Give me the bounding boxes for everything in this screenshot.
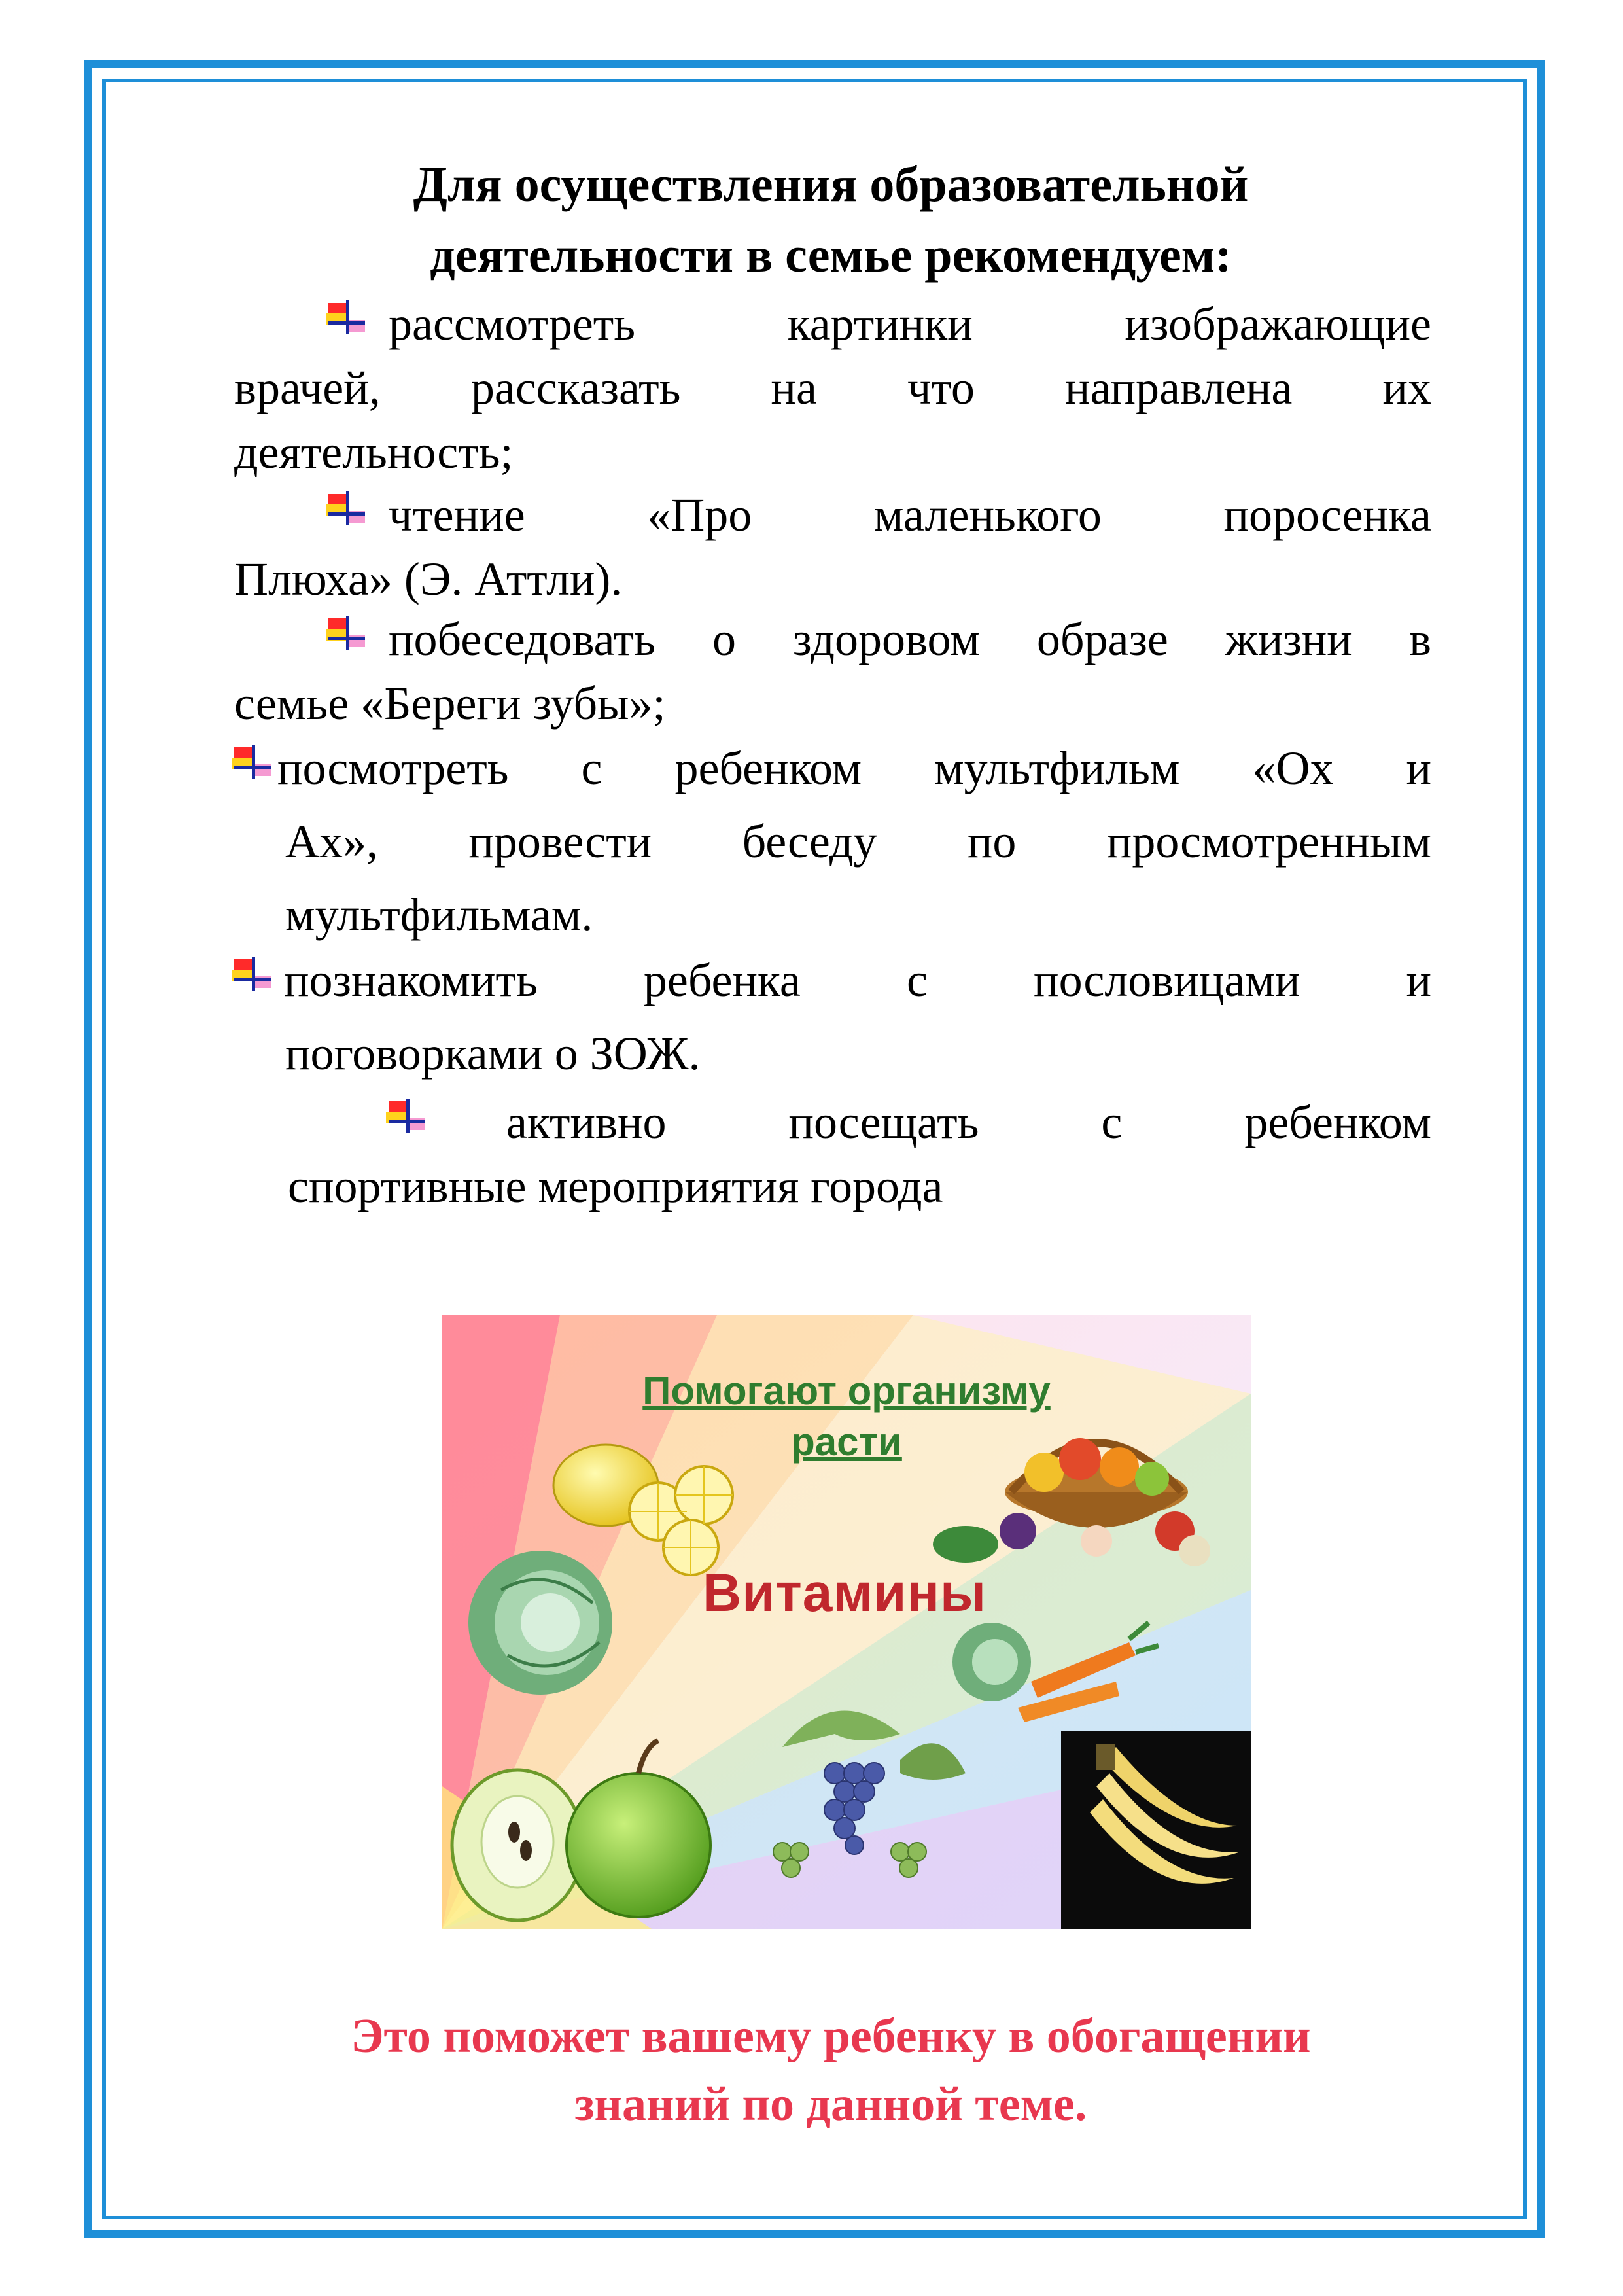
page-heading (196, 149, 1465, 291)
closing-line: Это поможет вашему ребенку в обогащении (351, 2009, 1311, 2063)
item-text: побеседовать о здоровом образе жизни в (389, 613, 1431, 665)
item-line: Плюха» (Э. Аттли). (234, 553, 623, 605)
item-text: активно посещать с ребенком (506, 1096, 1431, 1148)
item-text: посмотреть с ребенком мультфильм «Ох и (277, 742, 1431, 794)
illustration-title-line: Помогают организму (642, 1369, 1051, 1413)
heading-line: Для осуществления образовательной (413, 157, 1249, 212)
recommendation-item (234, 292, 1431, 484)
illustration-caption: Витамины (703, 1563, 987, 1623)
item-line (232, 944, 1431, 1017)
item-line (326, 292, 1431, 356)
item-text: рассмотреть картинки изображающие (389, 298, 1431, 350)
item-line: семье «Береги зубы»; (234, 677, 666, 730)
item-line (232, 732, 1431, 805)
closing-line: знаний по данной теме. (574, 2077, 1087, 2131)
bullet-icon (326, 616, 368, 652)
recommendation-item (232, 732, 1431, 951)
bullet-icon (232, 957, 273, 993)
recommendation-item (288, 1090, 1431, 1218)
bullet-icon (232, 745, 273, 781)
item-line: поговорками о ЗОЖ. (285, 1027, 701, 1080)
item-text: чтение «Про маленького поросенка (389, 489, 1431, 541)
heading-line: деятельности в семье рекомендуем: (430, 228, 1232, 283)
bullet-icon (326, 491, 368, 528)
closing-note (196, 2002, 1465, 2138)
illustration-title-line: расти (791, 1420, 902, 1464)
recommendation-item (234, 483, 1431, 611)
item-line: мультфильмам. (285, 889, 593, 941)
bullet-icon (386, 1099, 428, 1135)
recommendation-item (232, 944, 1431, 1090)
item-line: врачей, рассказать на что направлена их (234, 362, 1431, 414)
vitamins-illustration (442, 1315, 1251, 1929)
bullet-icon (326, 300, 368, 337)
item-line: деятельность; (234, 426, 514, 478)
item-line: Ах», провести беседу по просмотренным (285, 815, 1431, 868)
item-line: спортивные мероприятия города (288, 1160, 943, 1212)
item-line (326, 607, 1431, 671)
recommendation-item (234, 607, 1431, 735)
item-line (386, 1090, 1431, 1154)
item-text: познакомить ребенка с пословицами и (284, 954, 1431, 1006)
item-line (326, 483, 1431, 547)
